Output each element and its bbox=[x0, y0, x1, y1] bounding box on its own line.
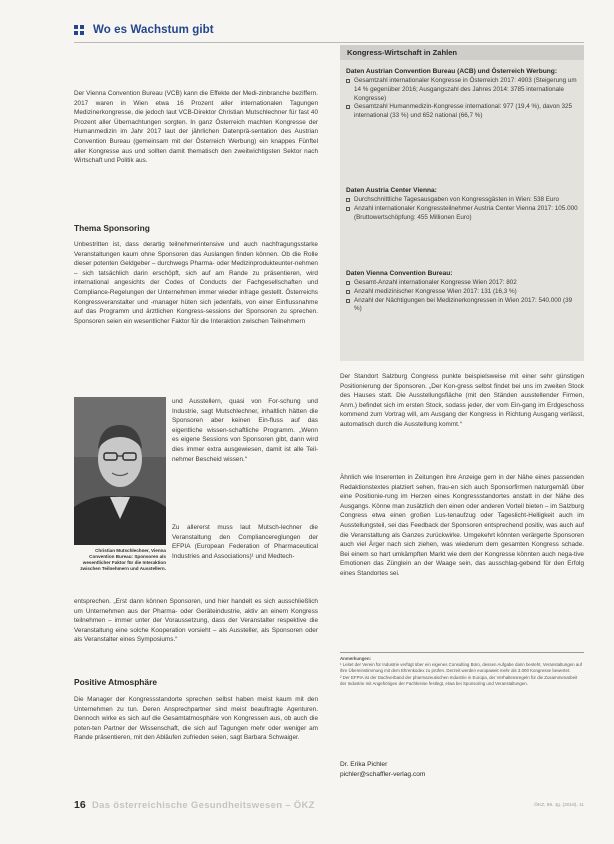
sponsoring-paragraph-3: entsprechen. „Erst dann können Sponsoren, und hier handelt es sich ausschließlich um Unternehmen aus der Pharma- oder Geräteindustrie, aktiv an einem Kongress teilnehmen – immer unter der Voraussetzung, dass der Veranstalter respektive die Veranstaltung eine solche Kooperation vorsieht – als Aussteller, als Sponsoren oder als Veranstalter eines Symposiums.“ bbox=[74, 598, 318, 644]
grid-dots-icon bbox=[74, 25, 84, 35]
sponsoring-paragraph-1-continued: und Ausstellern, quasi von For-schung und Industrie, sagt Mutschlechner, inhaltlich hätten die Sponsoren aber keinen Ein-fluss auf das eigentliche wissen-schaftliche Programm. „Wenn es eigene Sessions von Sponsoren gibt, dann wird dies immer extra ausgewiesen, damit ist alle Teil-nehmer Bescheid wissen.“ bbox=[172, 398, 318, 463]
infobox-group-vcb bbox=[346, 269, 580, 314]
intro-paragraph: Der Vienna Convention Bureau (VCB) kann die Effekte der Medi-zinbranche beziffern. 2017 waren in Wien etwa 16 Prozent aller internationalen Tagungen Medizinerkongresse, die jedoch laut VCB-Direktor Christian Mutschlechner für fast 40 Prozent aller Übernachtungen sorgten. In ganz Österreich machten Kongresse der Humanmedizin im Jahr 2017 laut der jährlichen Datenprä-sentation des Austrian Convention Bureau (gemeinsam mit der Österreich Werbung) ein knappes Fünftel aller Kongresse aus und sollten damit thematisch den zweitwichtigsten Sektor nach Wirtschaft und Politik aus. bbox=[74, 90, 318, 165]
author-name: Dr. Erika Pichler bbox=[340, 761, 388, 768]
right-paragraph-2: Ähnlich wie Inserenten in Zeitungen ihre Anzeige gern in der Nähe eines passenden Redaktionstextes platziert sehen, frau-en sich auch Sponsorfirmen naturgemäß über eine Positionie-rung im Herzen eines Kongressstandortes anstatt in der Nähe des Ausgangs. Könne man zusätzlich den einen oder anderen Vorteil bieten – im Salzburg Congress etwa einen großen Lus-tenaufzug oder Tageslicht-Helligkeit auch im Ausstellungsteil, sei das Feedback der Sponsoren entsprechend positiv, was auch auf die Veranstaltung als Ganzes zurückwirke. Umgekehrt könnten verärgerte Sponsoren auch viel Ärger nach sich ziehen, was wiederum dem gesamten Kongress schade. Bei einem so hart umkämpften Markt wie dem der Kongresse könnten auch nega-tive Emotionen das Zünglein an der Waage sein, das ausschlag-gebend für den Erfolg eines Standortes sei. bbox=[340, 474, 584, 577]
infobox-item bbox=[346, 77, 580, 103]
infobox-group-heading: Daten Vienna Convention Bureau: bbox=[346, 270, 453, 277]
sponsoring-paragraph-2: Zu allererst muss laut Mutsch-lechner die Veranstaltung den Compliancereglungen der EFPIA (European Federation of Pharmaceutical Industries and Associations)¹ und Medtech- bbox=[172, 524, 318, 560]
infobox-item bbox=[346, 297, 580, 315]
checkbox-bullet-icon bbox=[346, 281, 350, 285]
checkbox-bullet-icon bbox=[346, 299, 350, 303]
infobox-item-text: Gesamt-Anzahl internationaler Kongresse Wien 2017: 802 bbox=[354, 279, 517, 286]
infobox-item-text: Anzahl internationaler Kongressteilnehmer Austria Center Vienna 2017: 105.000 (Bruttowertschöpfung: 455 Millionen Euro) bbox=[354, 204, 578, 221]
infobox-group-acv bbox=[346, 186, 580, 222]
checkbox-bullet-icon bbox=[346, 79, 350, 83]
footnotes-label: Anmerkungen: bbox=[340, 656, 371, 661]
infobox-item bbox=[346, 288, 580, 297]
right-paragraph-1: Der Standort Salzburg Congress punkte beispielsweise mit einer sehr günstigen Positionierung der Sponsoren. „Der Kon-gress selbst findet bei uns im zweiten Stock des Hauses statt. Die Ausstellungsfläche (mit den Ständen ausstellender Firmen, Anm.) befindet sich im ersten Stock, sodass jeder, der vom Ein-gang im Erdgeschoss kommend zum Vortrag will, am Ausgang der Kongress in Richtung Ausgang verlässt, automatisch durch die Ausstellung kommt.“ bbox=[340, 373, 584, 428]
author-email[interactable]: pichler@schaffler-verlag.com bbox=[340, 771, 426, 778]
header-rule bbox=[74, 42, 584, 43]
issue-info: ÖKZ, 59. Jg. (2018), 11 bbox=[534, 803, 584, 808]
footnotes bbox=[340, 652, 584, 687]
page-footer bbox=[74, 799, 584, 813]
footnote-item: ² Der EFPIA ist der Dachverband der pharmazeutischen Industrie in Europa, der Verhaltensregeln für die Zusammenarbeit der Industrie mit Angehörigen der Fachkreise festlegt, etwa bei Sponsoring und Veranstaltungen. bbox=[340, 675, 578, 686]
portrait-photo bbox=[74, 397, 166, 545]
infobox-title: Kongress-Wirtschaft in Zahlen bbox=[340, 45, 584, 60]
footnote-item: ¹ Leitet der Verein für Industrie verfügt über ein eigenes Consulting Büro, dessen Aufgabe darin besteht, Veranstaltungen auf ihre Übereinstimmung mit dem Ehrenkodex zu prüfen. Derzeit werden europaweit mehr als 3.000 Kongresse bewertet. bbox=[340, 662, 582, 673]
infobox-item-text: Anzahl der Nächtigungen bei Medizinerkongressen in Wien 2017: 540.000 (39 %) bbox=[354, 296, 573, 313]
magazine-title: Das österreichische Gesundheitswesen – ÖKZ bbox=[92, 800, 315, 811]
infobox-group-heading: Daten Austria Center Vienna: bbox=[346, 187, 437, 194]
infobox-group-heading: Daten Austrian Convention Bureau (ACB) und Österreich Werbung: bbox=[346, 68, 558, 75]
infobox-item-text: Gesamtzahl internationaler Kongresse in Österreich 2017: 4903 (Steigerung um 14 % gegenüber 2016; Ausgangszahl des Jahres 2014: 3785 internationale Kongresse) bbox=[354, 77, 577, 102]
infobox-item bbox=[346, 196, 580, 205]
checkbox-bullet-icon bbox=[346, 290, 350, 294]
checkbox-bullet-icon bbox=[346, 207, 350, 211]
sponsoring-paragraph-1: Unbestritten ist, dass derartig teilnehmerintensive und auch nachfragungsstarke Veranstaltungen kaum ohne Sponsoren das Auslangen finden können. Ob die Rolle dieser potenten Geldgeber – durchwegs Pharma- oder Medizinprodukteunter-nehmen – sich tatsächlich darin erschöpft, sich auf am Rande zu präsentieren, wird international angesichts der Codes of Conducts der Fachgesellschaften und Compliance-Regelungen der Unternehmen immer wieder infrage gestellt. Österreichs Kongressveranstalter und -manager hüten sich jedenfalls, von einer Einflussnahme auf das Programm und ärztlichen Kongress-sessions der Sponsoren zu sprechen. Sponsoren seien ein wesentlicher Faktor für die Interaktion zwischen Teilnehmern bbox=[74, 241, 318, 325]
facts-infobox bbox=[340, 45, 584, 361]
infobox-item-text: Gesamtzahl Humanmedizin-Kongresse international: 977 (19,4 %), davon 325 international (33 %) und 652 national (66,7 %) bbox=[354, 103, 573, 120]
infobox-item-text: Anzahl medizinischer Kongresse Wien 2017: 131 (16,3 %) bbox=[354, 287, 517, 295]
heading-sponsoring: Thema Sponsoring bbox=[74, 223, 150, 233]
infobox-item bbox=[346, 279, 580, 288]
portrait-illustration bbox=[74, 397, 166, 545]
checkbox-bullet-icon bbox=[346, 105, 350, 109]
photo-caption: Christian Mutschlechner, Vienna Convention Bureau: Sponsoren als wesentlicher Faktor für die Interaktion zwischen Teilnehmern und Ausstellern. bbox=[80, 548, 166, 571]
section-title: Wo es Wachstum gibt bbox=[93, 24, 214, 36]
atmosphere-paragraph: Die Manager der Kongressstandorte sprechen selbst haben meist kaum mit den Unternehmen zu tun. Deren Ansprechpartner sind meist beauftragte Agenturen. Dennoch wirke es sich auf die Gesamtatmosphäre von Kongressen aus, ob auch die poten-ten Partner der Wissenschaft, die sich auf Tagungen mehr oder weniger am Rande präsentieren, mit den Abläufen zufrieden seien, sagt Barbara Schwaiger. bbox=[74, 696, 318, 742]
infobox-group-acb bbox=[346, 67, 580, 121]
section-header bbox=[74, 22, 214, 38]
infobox-item bbox=[346, 103, 580, 121]
infobox-item-text: Durchschnittliche Tagesausgaben von Kongressgästen in Wien: 538 Euro bbox=[354, 196, 560, 203]
page-number: 16 bbox=[74, 799, 86, 811]
infobox-item bbox=[346, 205, 580, 223]
checkbox-bullet-icon bbox=[346, 198, 350, 202]
heading-positive-atmosphere: Positive Atmosphäre bbox=[74, 677, 157, 687]
